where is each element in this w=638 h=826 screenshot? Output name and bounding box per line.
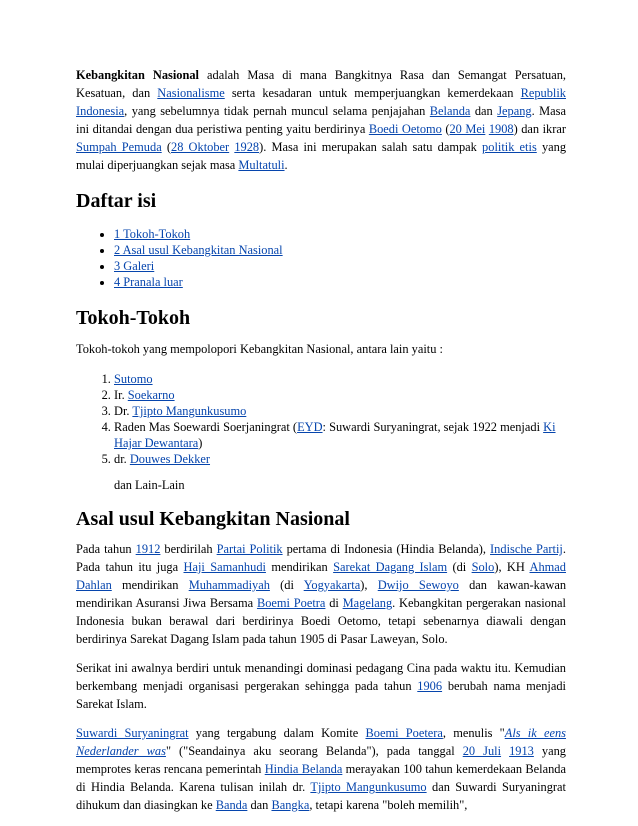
inline-link[interactable]: Boemi Poetera [365, 726, 443, 740]
text-run: Serikat ini awalnya berdiri untuk menandingi dominasi pedagang Cina pada waktu itu. Kemudian berkembang menjadi organisasi pergerakan sehingga pada tahun [76, 661, 566, 693]
tokoh-item [114, 419, 566, 451]
inline-link[interactable]: Tjipto Mangunkusumo [310, 780, 427, 794]
asal-paragraph-1 [76, 540, 566, 648]
inline-link[interactable]: Indische Partij [490, 542, 563, 556]
article [76, 66, 566, 814]
text-run: mendirikan [111, 578, 189, 592]
inline-link[interactable]: 1906 [417, 679, 443, 693]
text-run: , tetapi karena "boleh memilih", [309, 798, 468, 812]
tokoh-intro: Tokoh-tokoh yang mempolopori Kebangkitan Nasional, antara lain yaitu : [76, 342, 443, 356]
text-run: , menulis " [442, 726, 505, 740]
text-run: yang tergabung dalam Komite [188, 726, 366, 740]
text-run: : Suwardi Suryaningrat, sejak 1922 menjadi [322, 420, 544, 434]
text-run: ) [198, 436, 203, 450]
inline-link[interactable]: Tjipto Mangunkusumo [132, 404, 247, 418]
inline-link[interactable]: Nasionalisme [157, 86, 225, 100]
text-run: Ir. [114, 388, 128, 402]
text-run: yang memprotes keras rencana pemerintah [76, 744, 566, 776]
toc-item [114, 274, 566, 290]
inline-link[interactable]: Boemi Poetra [256, 596, 326, 610]
text-run: ). Masa ini merupakan salah satu dampak [259, 140, 483, 154]
inline-link[interactable]: Haji Samanhudi [183, 560, 266, 574]
text-run: , yang sebelumnya tidak pernah muncul selama penjajahan [124, 104, 430, 118]
tokoh-item [114, 403, 566, 419]
toc-item [114, 242, 566, 258]
tokoh-item [114, 451, 566, 467]
toc-list [76, 226, 566, 290]
text-run: dan Suwardi Suryaningrat dihukum dan diasingkan ke [76, 780, 566, 812]
inline-link[interactable]: 1913 [509, 744, 534, 758]
text-run: ), [360, 578, 378, 592]
text-run: dan kawan-kawan mendirikan Asuransi Jiwa Bersama [76, 578, 567, 610]
text-run: dr. [114, 452, 130, 466]
text-run: berubah nama menjadi Sarekat Islam. [76, 679, 566, 711]
text-run: . Kebangkitan pergerakan nasional Indonesia bukan berawal dari berdirinya Boedi Oetomo, tetapi sebenarnya diawali dengan berdirinya Sarekat Dagang Islam pada tahun 1905 di Pasar Laweyan, Solo. [76, 596, 566, 646]
inline-link[interactable]: 1912 [135, 542, 161, 556]
text-run: (di [269, 578, 304, 592]
inline-link[interactable]: 1908 [488, 122, 514, 136]
asal-paragraph-3 [76, 724, 566, 814]
inline-link[interactable]: Sumpah Pemuda [76, 140, 162, 154]
text-run: yang mulai diperjuangkan sejak masa [76, 140, 567, 172]
toc-link-galeri[interactable]: 3 Galeri [114, 259, 155, 273]
inline-link[interactable]: 20 Juli [462, 744, 502, 758]
asal-paragraph-2 [76, 659, 566, 713]
tokoh-item [114, 387, 566, 403]
inline-link[interactable]: Solo [471, 560, 495, 574]
inline-link[interactable]: Dwijo Sewoyo [377, 578, 459, 592]
text-run: . Masa ini ditandai dengan dua peristiwa penting yaitu berdirinya [76, 104, 566, 136]
inline-link[interactable]: Ki Hajar Dewantara [114, 420, 556, 450]
text-run: dan [470, 104, 498, 118]
text-run: ) dan ikrar [513, 122, 566, 136]
inline-link[interactable]: Multatuli [238, 158, 285, 172]
toc-item [114, 258, 566, 274]
inline-link[interactable]: Sarekat Dagang Islam [333, 560, 448, 574]
text-run: Pada tahun [76, 542, 136, 556]
text-run: berdirilah [160, 542, 217, 556]
toc-link-asal-usul[interactable]: 2 Asal usul Kebangkitan Nasional [114, 243, 283, 257]
inline-link[interactable]: Republik Indonesia [76, 86, 566, 118]
text-run: adalah Masa di mana Bangkitnya Rasa dan Semangat Persatuan, Kesatuan, dan [76, 68, 567, 100]
tokoh-list [76, 371, 566, 467]
text-run [501, 744, 509, 758]
inline-link[interactable]: Suwardi Suryaningrat [76, 726, 189, 740]
inline-link[interactable]: Sutomo [114, 372, 153, 386]
toc-heading: Daftar isi [76, 190, 157, 212]
inline-link[interactable]: Douwes Dekker [129, 452, 211, 466]
text-run: . Pada tahun itu juga [76, 542, 566, 574]
tokoh-heading: Tokoh-Tokoh [76, 307, 191, 329]
text-run: pertama di Indonesia (Hindia Belanda), [282, 542, 491, 556]
text-run: Raden Mas Soewardi Soerjaningrat ( [114, 420, 298, 434]
inline-link[interactable]: 28 Oktober [171, 140, 230, 154]
text-run: . [284, 158, 288, 172]
inline-link[interactable]: 20 Mei [449, 122, 486, 136]
toc-link-pranala-luar[interactable]: 4 Pranala luar [114, 275, 183, 289]
text-run: ), KH [494, 560, 530, 574]
toc-item [114, 226, 566, 242]
text-run: ( [441, 122, 450, 136]
text-run: merayakan 100 tahun kemerdekaan Belanda di Hindia Belanda. Karena tulisan inilah dr. [76, 762, 567, 794]
text-run: Dr. [114, 404, 133, 418]
inline-link[interactable]: Muhammadiyah [188, 578, 270, 592]
inline-link[interactable]: Partai Politik [216, 542, 283, 556]
bold-term: Kebangkitan Nasional [76, 68, 200, 82]
tokoh-after: dan Lain-Lain [114, 478, 185, 492]
text-run: " ("Seandainya aku seorang Belanda"), pada tanggal [165, 744, 463, 758]
toc-link-tokoh[interactable]: 1 Tokoh-Tokoh [114, 227, 191, 241]
inline-link[interactable]: Belanda [429, 104, 471, 118]
text-run: di [325, 596, 343, 610]
inline-link[interactable]: Als ik eens Nederlander was [76, 726, 566, 758]
tokoh-item [114, 371, 566, 387]
inline-link[interactable]: Magelang [342, 596, 393, 610]
text-run: (di [447, 560, 472, 574]
inline-link[interactable]: Bangka [271, 798, 310, 812]
inline-link[interactable]: Banda [215, 798, 248, 812]
inline-link[interactable]: Jepang [497, 104, 532, 118]
text-run: mendirikan [265, 560, 334, 574]
intro-paragraph [76, 66, 566, 174]
asal-heading: Asal usul Kebangkitan Nasional [76, 508, 350, 530]
inline-link[interactable]: Ahmad Dahlan [76, 560, 566, 592]
text-run: dan [247, 798, 272, 812]
text-run: ( [161, 140, 171, 154]
inline-link[interactable]: Soekarno [127, 388, 175, 402]
inline-link[interactable]: politik etis [482, 140, 537, 154]
inline-link[interactable]: Yogyakarta [303, 578, 361, 592]
inline-link[interactable]: EYD [297, 420, 323, 434]
text-run: serta kesadaran untuk memperjuangkan kemerdekaan [224, 86, 521, 100]
inline-link[interactable]: 1928 [234, 140, 260, 154]
inline-link[interactable]: Hindia Belanda [264, 762, 343, 776]
inline-link[interactable]: Boedi Oetomo [368, 122, 442, 136]
